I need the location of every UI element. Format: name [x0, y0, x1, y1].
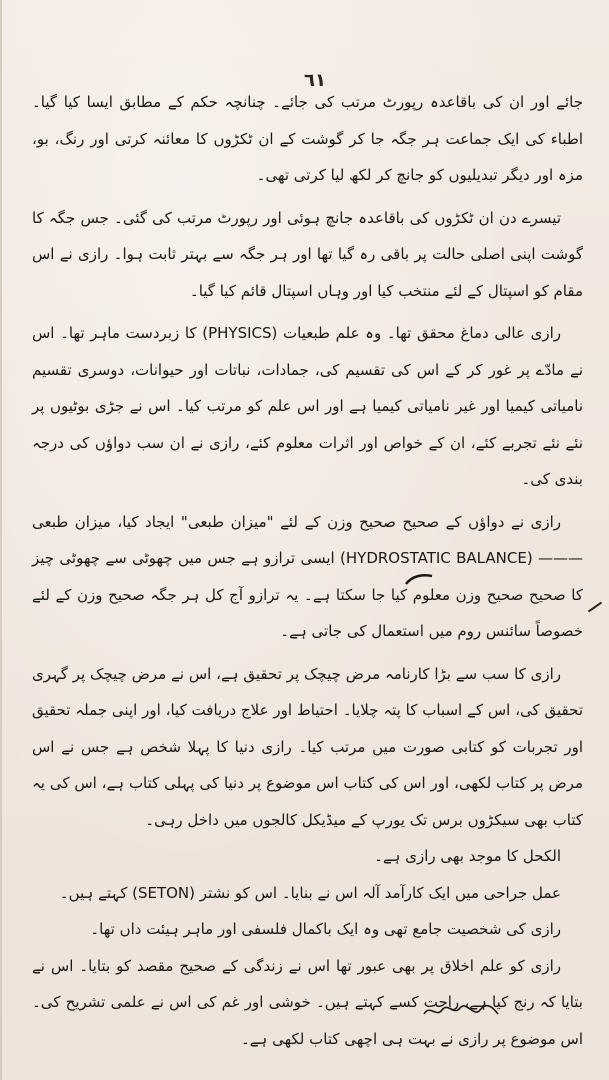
page-body-text: [32, 56, 583, 1057]
paragraph: رازی نے دواؤں کے صحیح صحیح وزن کے لئے "میزان طبعی" ایجاد کیا، میزان طبعی ——— (HYDROSTATIC BALANCE) ایسی ترازو ہے جس میں چھوٹی سے چھوٹی چیز کا صحیح صحیح وزن معلوم کیا جا سکتا ہے۔ یہ ترازو آج کل ہر جگہ صحیح وزن کے لئے خصوصاً سائنس روم میں استعمال کی جاتی ہے۔: [32, 512, 584, 640]
margin-mark: [588, 602, 602, 613]
paragraph: رازی کا سب سے بڑا کارنامہ مرض چیچک پر تحقیق ہے، اس نے مرض چیچک پر گہری تحقیق کی، اس کے اسباب کا پتہ چلایا۔ احتیاط اور علاج دریافت کیا، اور اپنی جملہ تحقیق اور تجربات کو کتابی صورت میں مرتب کیا۔ رازی دنیا کا پہلا شخص ہے جس نے اس مرض پر کتاب لکھی، اور اس کی کتاب اس موضوع پر دنیا کی پہلی کتاب ہے، اس کی یہ کتاب بھی سیکڑوں برس تک یورپ کے میڈیکل کالجوں میں داخل رہی۔: [32, 664, 583, 829]
handwritten-scribble: [420, 1002, 500, 1020]
paragraph: جائے اور ان کی باقاعدہ رپورٹ مرتب کی جائے۔ چنانچہ حکم کے مطابق ایسا کیا گیا۔ اطباء کی ایک جماعت ہر جگہ جا کر گوشت کے ان ٹکڑوں کا معائنہ کرتی اور رنگ، بو، مزہ اور دیگر تبدیلیوں کو جانچ کر لکھ لیا کرتی تھی۔: [32, 93, 583, 184]
pen-stroke-mark: [404, 572, 434, 586]
paragraph: رازی عالی دماغ محقق تھا۔ وہ علم طبعیات (PHYSICS) کا زبردست ماہر تھا۔ اس نے مادّے پر غور کر کے اس کی تقسیم کی، جمادات، نباتات اور حیوانات، دوسری تقسیم نامیاتی کیمیا اور غیر نامیاتی کیمیا ہے اور اس علم کو مرتب کیا۔ اس نے جڑی بوٹیوں پر نئے نئے تجربے کئے، ان کے خواص اور اثرات معلوم کئے، رازی نے ان سب دواؤں کی درجہ بندی کی۔: [32, 324, 583, 488]
paragraph: عمل جراحی میں ایک کارآمد آلہ اس نے بنایا۔ اس کو نشتر (SETON) کہتے ہیں۔: [59, 883, 561, 902]
paragraph: الکحل کا موجد بھی رازی ہے۔: [374, 847, 561, 865]
paragraph: رازی کو علم اخلاق پر بھی عبور تھا اس نے زندگی کے صحیح مقصد کو بتایا۔ اس نے بتایا کہ رنج کیا ہے، راحت کسے کہتے ہیں۔ خوشی اور غم کی اس نے علمی تشریح کی۔ اس موضوع پر رازی نے بہت ہی اچھی کتاب لکھی ہے۔: [32, 956, 583, 1048]
paragraph: رازی کی شخصیت جامع تھی وہ ایک باکمال فلسفی اور ماہر ہیئت داں تھا۔: [90, 920, 561, 938]
paragraph: تیسرے دن ان ٹکڑوں کی باقاعدہ جانچ ہوئی اور رپورٹ مرتب کی گئی۔ جس جگہ کا گوشت اپنی اصلی حالت پر باقی رہ گیا تھا اور ہر جگہ سے بہتر ثابت ہوا۔ رازی نے اس مقام کو اسپتال کے لئے منتخب کیا اور وہاں اسپتال قائم کیا گیا۔: [32, 208, 583, 300]
page-number: ٦١: [304, 70, 326, 91]
